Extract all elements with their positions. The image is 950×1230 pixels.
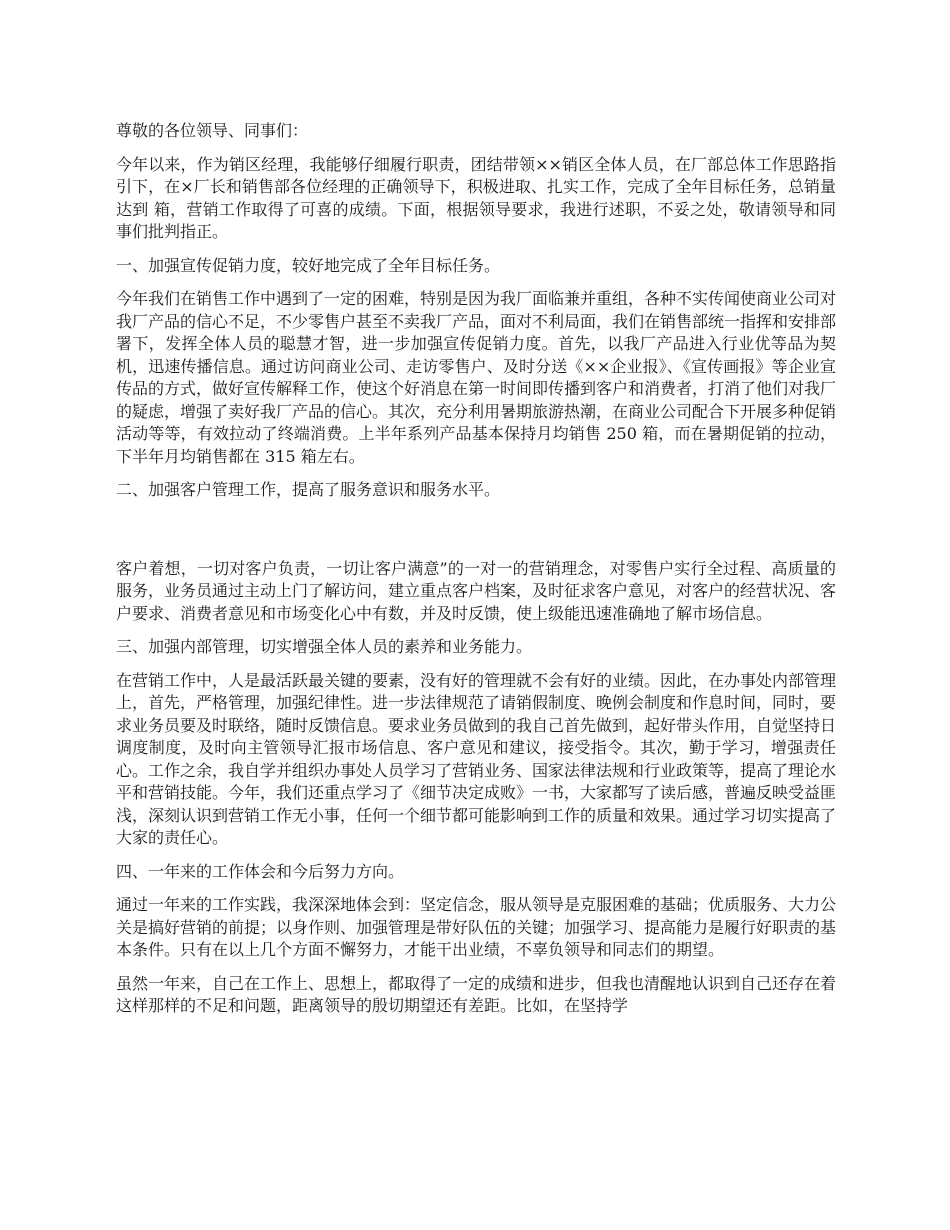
paragraph-experience: 通过一年来的工作实践，我深深地体会到：坚定信念，服从领导是克服困难的基础；优质服务、大力公关是搞好营销的前提；以身作则、加强管理是带好队伍的关键；加强学习、提高能力是履行好职责的基本条件。只有在以上几个方面不懈努力，才能干出业绩，不辜负领导和同志们的期望。 bbox=[116, 895, 837, 959]
section-heading-3: 三、加强内部管理，切实增强全体人员的素养和业务能力。 bbox=[116, 637, 533, 656]
section-heading-4: 四、一年来的工作体会和今后努力方向。 bbox=[116, 861, 405, 881]
paragraph-internal-management: 在营销工作中，人是最活跃最关键的要素，没有好的管理就不会有好的业绩。因此，在办事处内部管理上，首先，严格管理，加强纪律性。进一步法律规范了请销假制度、晚例会制度和作息时间，同时，要求业务员要及时联络，随时反馈信息。要求业务员做到的我自己首先做到，起好带头作用，自觉坚持日调度制度，及时向主管领导汇报市场信息、客户意见和建议，接受指令。其次，勤于学习，增强责任心。工作之余，我自学并组织办事处人员学习了营销业务、国家法律法规和行业政策等，提高了理论水平和营销技能。今年，我们还重点学习了《细节决定成败》一书，大家都写了读后感，普遍反映受益匪浅，深刻认识到营销工作无小事，任何一个细节都可能影响到工作的质量和效果。通过学习切实提高了大家的责任心。 bbox=[116, 670, 837, 847]
paragraph-customer-service: 客户着想，一切对客户负责，一切让客户满意”的一对一的营销理念，对零售户实行全过程、高质量的服务，业务员通过主动上门了解访问，建立重点客户档案，及时征求客户意见，对客户的经营状况、客户要求、消费者意见和市场变化心中有数，并及时反馈，使上级能迅速准确地了解市场信息。 bbox=[116, 558, 837, 623]
paragraph-promotion: 今年我们在销售工作中遇到了一定的困难，特别是因为我厂面临兼并重组，各种不实传闻使商业公司对我厂产品的信心不足，不少零售户甚至不卖我厂产品，面对不利局面，我们在销售部统一指挥和安排部署下，发挥全体人员的聪慧才智，进一步加强宣传促销力度。首先，以我厂产品进入行业优等品为契机，迅速传播信息。通过访问商业公司、走访零售户、及时分送《××企业报》、《宣传画报》等企业宣传品的方式，做好宣传解释工作，使这个好消息在第一时间即传播到客户和消费者，打消了他们对我厂的疑虑，增强了卖好我厂产品的信心。其次，充分利用暑期旅游热潮，在商业公司配合下开展多种促销活动等等，有效拉动了终端消费。上半年系列产品基本保持月均销售 250 箱，而在暑期促销的拉动，下半年月均销售都在 315 箱左右。 bbox=[116, 289, 837, 466]
section-heading-1: 一、加强宣传促销力度，较好地完成了全年目标任务。 bbox=[116, 255, 501, 275]
paragraph-intro: 今年以来，作为销区经理，我能够仔细履行职责，团结带领××销区全体人员，在厂部总体工作思路指引下，在×厂长和销售部各位经理的正确领导下，积极进取、扎实工作，完成了全年目标任务，总销量达到 箱，营销工作取得了可喜的成绩。下面，根据领导要求，我进行述职，不妥之处，敬请领导和同事们批判指正。 bbox=[116, 154, 836, 241]
paragraph-shortcomings: 虽然一年来，自己在工作上、思想上，都取得了一定的成绩和进步，但我也清醒地认识到自己还存在着这样那样的不足和问题，距离领导的殷切期望还有差距。比如，在坚持学 bbox=[116, 973, 837, 1015]
section-heading-2: 二、加强客户管理工作，提高了服务意识和服务水平。 bbox=[116, 480, 501, 499]
salutation: 尊敬的各位领导、同事们： bbox=[116, 121, 309, 140]
document-page bbox=[116, 120, 836, 1029]
